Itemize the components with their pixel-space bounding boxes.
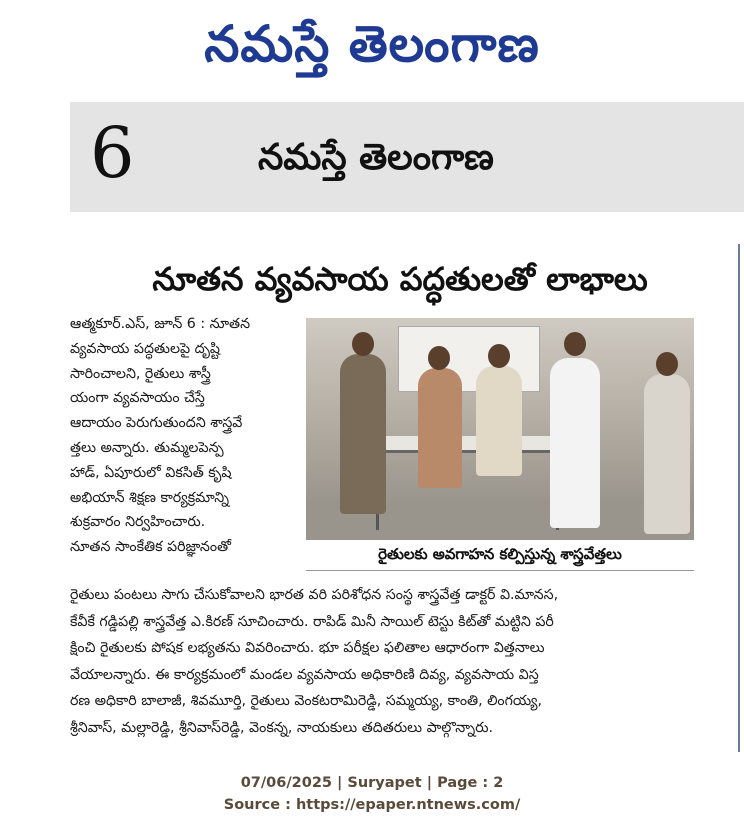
photo-caption: రైతులకు అవగాహన కల్పిస్తున్న శాస్త్రవేత్తలు	[306, 540, 694, 568]
text-line: శుక్రవారం నిర్వహించారు.	[70, 514, 206, 531]
newspaper-masthead: నమస్తే తెలంగాణ	[204, 15, 540, 73]
page-header-band	[70, 102, 744, 212]
photo-person	[340, 354, 386, 514]
text-line: సారించాలని, రైతులు శాస్త్రీ	[70, 365, 211, 382]
article-photo	[306, 318, 694, 540]
text-line: వేయాలన్నారు. ఈ కార్యక్రమంలో మండల వ్యవసాయ అధికారిణి దివ్య, వ్యవసాయ విస్త	[70, 666, 539, 683]
page-header-title: నమస్తే తెలంగాణ	[258, 137, 494, 178]
photo-person-head	[352, 332, 374, 356]
text-line: త్తలు అన్నారు. తుమ్మలపెన్ప	[70, 439, 224, 456]
text-line: యంగా వ్యవసాయం చేస్తే	[70, 390, 205, 407]
text-line: రైతులు పంటలు సాగు చేసుకోవాలని భారత వరి పరిశోధన సంస్థ శాస్త్రవేత్త డాక్టర్ వి.మానస,	[70, 587, 559, 603]
footer-source-link[interactable]: Source : https://epaper.ntnews.com/	[223, 797, 521, 813]
text-line: అభియాన్ శిక్షణ కార్యక్రమాన్ని	[70, 489, 230, 506]
photo-person-head	[564, 332, 586, 356]
column-divider	[738, 244, 740, 752]
photo-person-head	[428, 346, 450, 370]
text-line: వ్యవసాయ పద్ధతులపై దృష్టి	[70, 340, 221, 357]
article-body-text	[70, 582, 730, 742]
photo-person	[476, 366, 522, 476]
article-column-text	[70, 312, 300, 560]
photo-table	[366, 436, 566, 453]
text-line: నూతన సాంకేతిక పరిజ్ఞానంతో	[70, 539, 231, 556]
text-line: శ్రీనివాస్, మల్లారెడ్డి, శ్రీనివాస్‌రెడ్డి, వెంకన్న, నాయకులు తదితరులు పాల్గొన్నారు.	[70, 719, 494, 736]
photo-person	[418, 368, 462, 488]
text-line: ఆత్మకూర్.ఎస్, జూన్ 6 : నూతన	[70, 316, 251, 332]
caption-divider	[306, 570, 694, 571]
photo-person	[550, 358, 600, 528]
text-line: హాడ్, ఏపూరులో వికసిత్ కృషి	[70, 464, 232, 481]
text-line: ఆదాయం పెరుగుతుందని శాస్త్రవే	[70, 415, 243, 432]
text-line: రణ అధికారి బాలాజీ, శివమూర్తి, రైతులు వెంకటరామిరెడ్డి, సమ్మయ్య, కాంతి, లింగయ్య,	[70, 693, 542, 710]
photo-person-head	[488, 344, 510, 368]
text-line: క్షించి రైతులకు పోషక లభ్యతను వివరించారు. భూ పరీక్షల ఫలితాల ఆధారంగా విత్తనాలు	[70, 640, 545, 657]
photo-person	[644, 374, 690, 534]
footer-edition-info: 07/06/2025 | Suryapet | Page : 2	[240, 775, 504, 791]
article-headline: నూతన వ్యవసాయ పద్ధతులతో లాభాలు	[152, 260, 648, 298]
page-number: 6	[90, 112, 135, 194]
photo-person-head	[656, 352, 678, 376]
text-line: కేవీకే గడ్డిపల్లి శాస్త్రవేత్త ఎ.కిరణ్ సూచించారు. రాపిడ్ మినీ సాయిల్ టెస్టు కిట్‌తో మట్టిని పరీ	[70, 613, 554, 630]
